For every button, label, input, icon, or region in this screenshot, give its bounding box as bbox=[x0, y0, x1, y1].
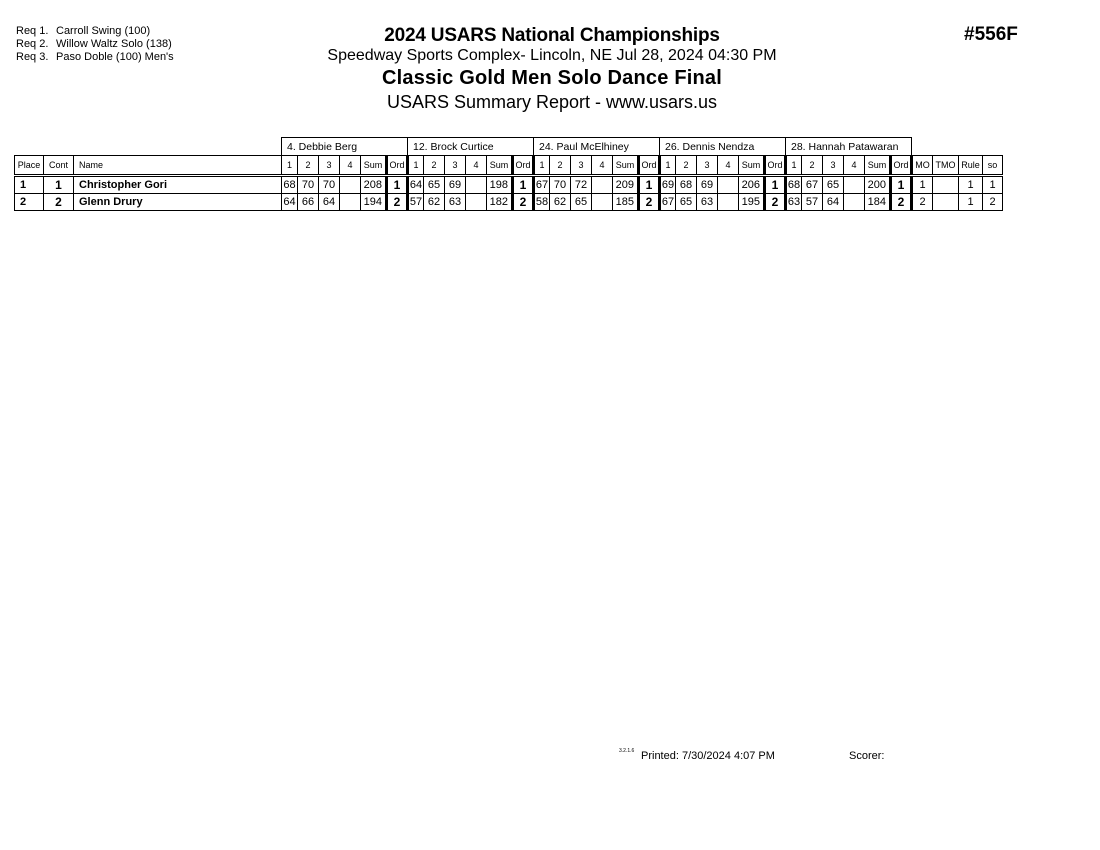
col-score-1: 1 bbox=[534, 156, 550, 176]
score-sum: 200 bbox=[865, 176, 891, 194]
place-cell: 2 bbox=[15, 194, 44, 211]
col-score-2: 2 bbox=[298, 156, 319, 176]
score-sum: 206 bbox=[739, 176, 765, 194]
score-3: 64 bbox=[823, 194, 844, 211]
score-4 bbox=[718, 176, 739, 194]
col-score-3: 3 bbox=[697, 156, 718, 176]
score-3: 69 bbox=[697, 176, 718, 194]
col-score-1: 1 bbox=[786, 156, 802, 176]
score-4 bbox=[718, 194, 739, 211]
score-ord: 2 bbox=[513, 194, 534, 211]
score-2: 70 bbox=[550, 176, 571, 194]
col-score-1: 1 bbox=[408, 156, 424, 176]
col-sum: Sum bbox=[865, 156, 891, 176]
col-ord: Ord bbox=[387, 156, 408, 176]
score-1: 63 bbox=[786, 194, 802, 211]
col-name: Name bbox=[74, 156, 282, 176]
col-score-1: 1 bbox=[282, 156, 298, 176]
table-row bbox=[15, 176, 1003, 194]
tmo-cell bbox=[933, 176, 959, 194]
col-score-3: 3 bbox=[445, 156, 466, 176]
score-1: 57 bbox=[408, 194, 424, 211]
tmo-cell bbox=[933, 194, 959, 211]
report-header bbox=[302, 25, 802, 113]
col-sum: Sum bbox=[361, 156, 387, 176]
score-sum: 198 bbox=[487, 176, 513, 194]
rule-cell: 1 bbox=[959, 194, 983, 211]
score-sum: 182 bbox=[487, 194, 513, 211]
score-4 bbox=[844, 176, 865, 194]
score-sum: 209 bbox=[613, 176, 639, 194]
score-4 bbox=[466, 176, 487, 194]
score-ord: 1 bbox=[891, 176, 912, 194]
requirement-2: Req 2. Willow Waltz Solo (138) bbox=[16, 38, 172, 50]
scorer-label: Scorer: bbox=[849, 750, 885, 762]
column-header-row bbox=[15, 156, 1003, 176]
score-1: 67 bbox=[660, 194, 676, 211]
score-4 bbox=[592, 194, 613, 211]
score-1: 64 bbox=[282, 194, 298, 211]
col-score-3: 3 bbox=[571, 156, 592, 176]
score-4 bbox=[340, 194, 361, 211]
cont-cell: 1 bbox=[44, 176, 74, 194]
score-ord: 1 bbox=[387, 176, 408, 194]
event-number: #556F bbox=[964, 24, 1018, 45]
so-cell: 1 bbox=[983, 176, 1003, 194]
cont-cell: 2 bbox=[44, 194, 74, 211]
col-so: so bbox=[983, 156, 1003, 176]
col-sum: Sum bbox=[487, 156, 513, 176]
requirements-list bbox=[16, 25, 174, 64]
score-3: 63 bbox=[697, 194, 718, 211]
col-score-2: 2 bbox=[676, 156, 697, 176]
score-3: 65 bbox=[823, 176, 844, 194]
score-2: 70 bbox=[298, 176, 319, 194]
score-ord: 1 bbox=[765, 176, 786, 194]
score-ord: 1 bbox=[639, 176, 660, 194]
score-2: 67 bbox=[802, 176, 823, 194]
col-score-4: 4 bbox=[466, 156, 487, 176]
col-mo: MO bbox=[912, 156, 933, 176]
col-score-1: 1 bbox=[660, 156, 676, 176]
col-ord: Ord bbox=[765, 156, 786, 176]
results-table bbox=[14, 137, 1003, 211]
score-2: 62 bbox=[550, 194, 571, 211]
score-2: 57 bbox=[802, 194, 823, 211]
version-mark: 3.2.1.6 bbox=[619, 748, 635, 754]
mo-cell: 1 bbox=[912, 176, 933, 194]
judge-header-1: 4. Debbie Berg bbox=[282, 138, 408, 156]
score-ord: 1 bbox=[513, 176, 534, 194]
requirement-3: Req 3. Paso Doble (100) Men's bbox=[16, 51, 174, 63]
col-ord: Ord bbox=[891, 156, 912, 176]
score-4 bbox=[844, 194, 865, 211]
score-ord: 2 bbox=[765, 194, 786, 211]
col-score-4: 4 bbox=[718, 156, 739, 176]
printed-timestamp: Printed: 7/30/2024 4:07 PM bbox=[641, 750, 775, 762]
score-4 bbox=[592, 176, 613, 194]
score-2: 65 bbox=[424, 176, 445, 194]
col-score-3: 3 bbox=[823, 156, 844, 176]
col-ord: Ord bbox=[513, 156, 534, 176]
score-sum: 194 bbox=[361, 194, 387, 211]
skater-name: Glenn Drury bbox=[74, 194, 282, 211]
score-1: 69 bbox=[660, 176, 676, 194]
score-3: 72 bbox=[571, 176, 592, 194]
score-3: 70 bbox=[319, 176, 340, 194]
judge-header-2: 12. Brock Curtice bbox=[408, 138, 534, 156]
judge-header-4: 26. Dennis Nendza bbox=[660, 138, 786, 156]
score-3: 64 bbox=[319, 194, 340, 211]
judge-header-3: 24. Paul McElhiney bbox=[534, 138, 660, 156]
score-ord: 2 bbox=[639, 194, 660, 211]
col-score-3: 3 bbox=[319, 156, 340, 176]
col-score-4: 4 bbox=[844, 156, 865, 176]
championship-title: 2024 USARS National Championships bbox=[384, 25, 720, 46]
score-3: 63 bbox=[445, 194, 466, 211]
venue-date: Speedway Sports Complex- Lincoln, NE Jul 28, 2024 04:30 PM bbox=[327, 47, 777, 64]
score-1: 67 bbox=[534, 176, 550, 194]
col-cont: Cont bbox=[44, 156, 74, 176]
col-rule: Rule bbox=[959, 156, 983, 176]
col-score-4: 4 bbox=[592, 156, 613, 176]
col-score-2: 2 bbox=[802, 156, 823, 176]
col-score-2: 2 bbox=[550, 156, 571, 176]
score-1: 68 bbox=[282, 176, 298, 194]
col-sum: Sum bbox=[739, 156, 765, 176]
judge-header-5: 28. Hannah Patawaran bbox=[786, 138, 912, 156]
rule-cell: 1 bbox=[959, 176, 983, 194]
score-3: 65 bbox=[571, 194, 592, 211]
score-2: 66 bbox=[298, 194, 319, 211]
score-2: 68 bbox=[676, 176, 697, 194]
judge-header-row bbox=[15, 138, 1003, 156]
col-ord: Ord bbox=[639, 156, 660, 176]
mo-cell: 2 bbox=[912, 194, 933, 211]
score-sum: 185 bbox=[613, 194, 639, 211]
score-sum: 195 bbox=[739, 194, 765, 211]
score-4 bbox=[340, 176, 361, 194]
col-place: Place bbox=[15, 156, 44, 176]
col-sum: Sum bbox=[613, 156, 639, 176]
score-1: 64 bbox=[408, 176, 424, 194]
score-ord: 2 bbox=[891, 194, 912, 211]
score-2: 62 bbox=[424, 194, 445, 211]
score-3: 69 bbox=[445, 176, 466, 194]
score-ord: 2 bbox=[387, 194, 408, 211]
score-1: 58 bbox=[534, 194, 550, 211]
place-cell: 1 bbox=[15, 176, 44, 194]
event-title: Classic Gold Men Solo Dance Final bbox=[381, 67, 722, 89]
report-subtitle: USARS Summary Report - www.usars.us bbox=[386, 92, 718, 112]
score-sum: 208 bbox=[361, 176, 387, 194]
so-cell: 2 bbox=[983, 194, 1003, 211]
score-1: 68 bbox=[786, 176, 802, 194]
skater-name: Christopher Gori bbox=[74, 176, 282, 194]
score-2: 65 bbox=[676, 194, 697, 211]
table-row bbox=[15, 194, 1003, 211]
requirement-1: Req 1. Carroll Swing (100) bbox=[16, 25, 151, 37]
col-tmo: TMO bbox=[933, 156, 959, 176]
score-4 bbox=[466, 194, 487, 211]
score-sum: 184 bbox=[865, 194, 891, 211]
col-score-4: 4 bbox=[340, 156, 361, 176]
col-score-2: 2 bbox=[424, 156, 445, 176]
